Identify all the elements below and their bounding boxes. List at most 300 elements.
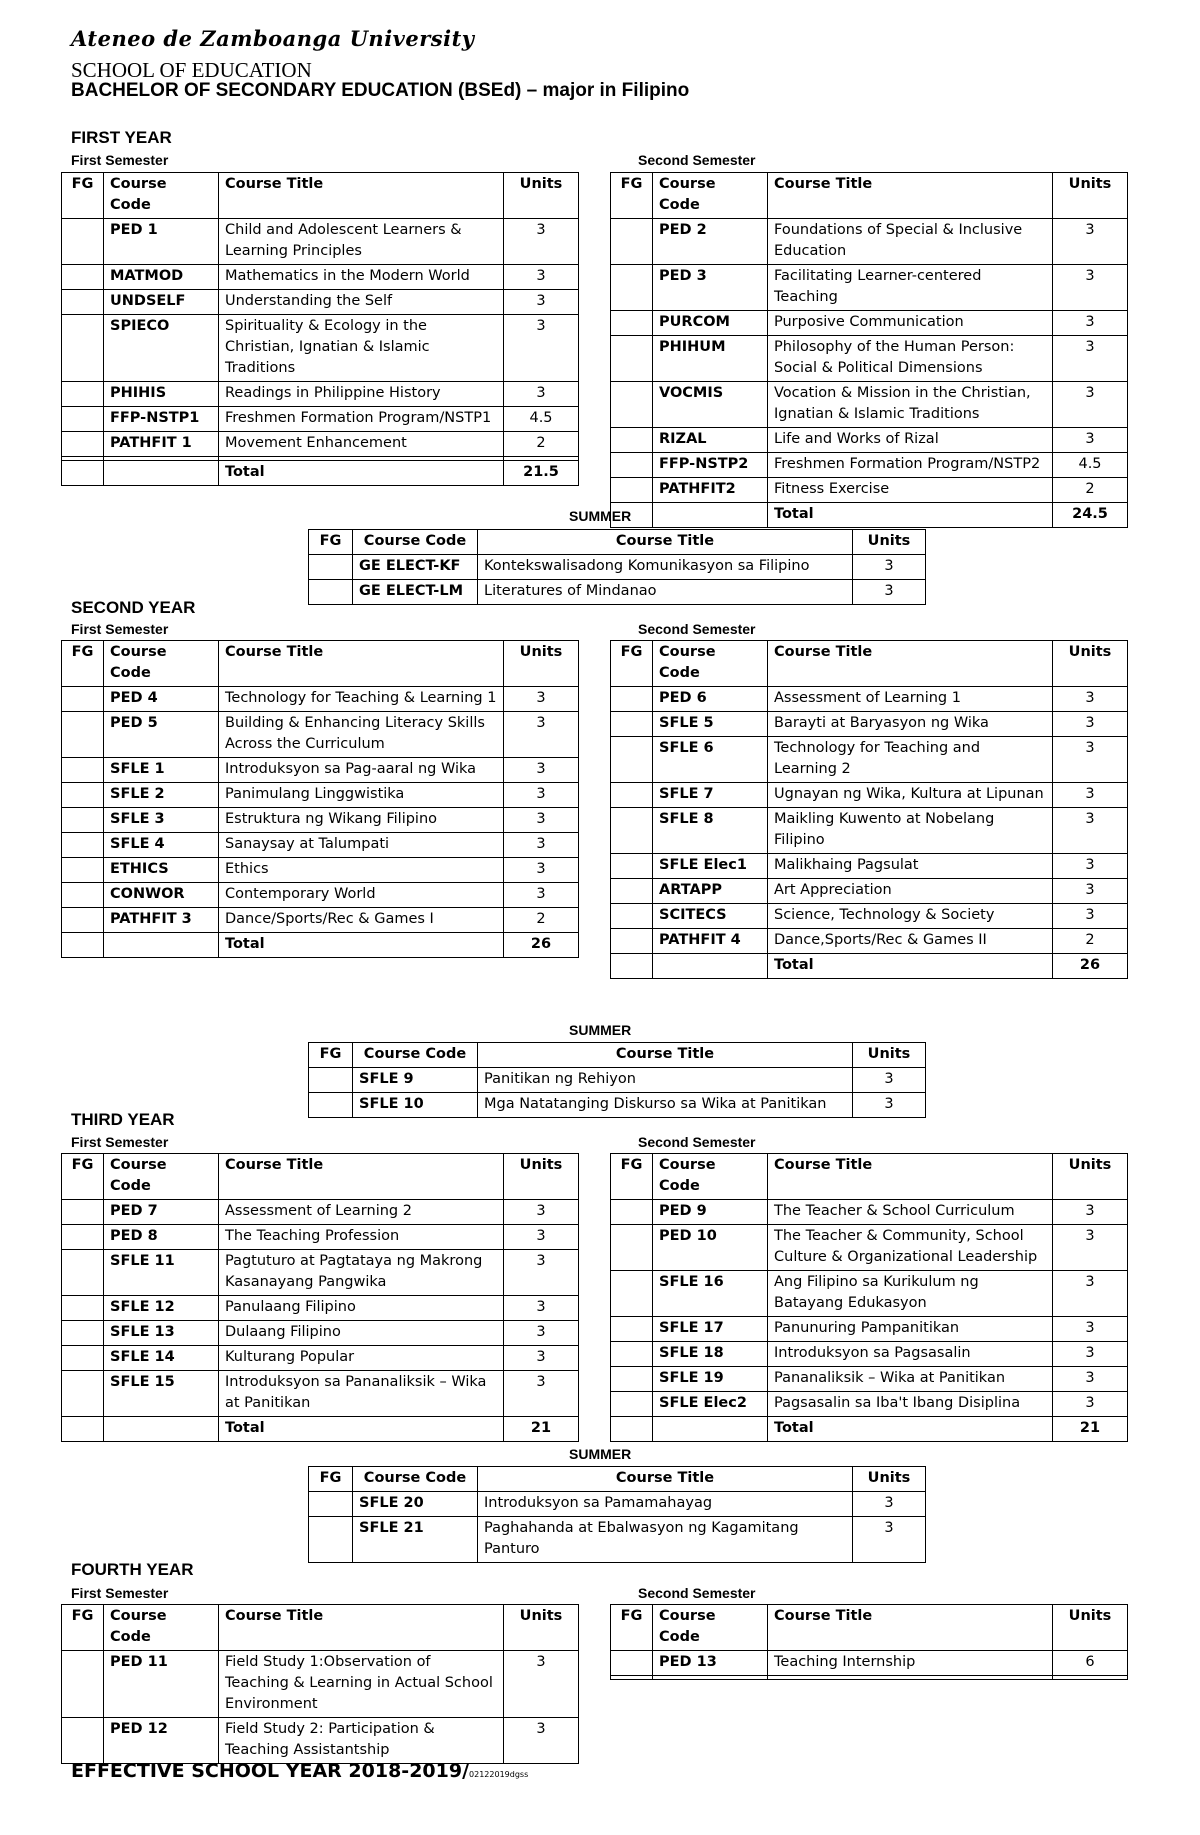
course-code: PHIHUM: [653, 336, 768, 382]
fg-cell: [62, 908, 104, 933]
fg-cell: [611, 311, 653, 336]
course-units: 3: [504, 265, 579, 290]
course-title: Dance/Sports/Rec & Games I: [219, 908, 504, 933]
course-row: [611, 382, 1128, 428]
course-row: [611, 1317, 1128, 1342]
header-row: [611, 1154, 1128, 1200]
course-title: Teaching Internship: [768, 1651, 1053, 1676]
course-title: Ethics: [219, 858, 504, 883]
course-code: PED 12: [104, 1718, 219, 1764]
fg-cell: [611, 929, 653, 954]
course-code: SFLE 21: [353, 1517, 478, 1563]
course-table: [610, 1153, 1128, 1442]
course-title: Child and Adolescent Learners & Learning Principles: [219, 219, 504, 265]
first-semester-label: First Semester: [71, 621, 169, 637]
course-row: [611, 687, 1128, 712]
empty-cell: [104, 1417, 219, 1442]
fg-cell: [62, 712, 104, 758]
course-code: SFLE Elec1: [653, 854, 768, 879]
course-row: [611, 1225, 1128, 1271]
summer-label: SUMMER: [569, 1022, 632, 1038]
course-title: Mathematics in the Modern World: [219, 265, 504, 290]
course-units: 3: [1053, 1271, 1128, 1317]
empty-cell: [104, 933, 219, 958]
course-units: 3: [853, 1093, 926, 1118]
fg-cell: [62, 1346, 104, 1371]
course-title: Purposive Communication: [768, 311, 1053, 336]
course-row: [611, 1367, 1128, 1392]
course-code: SFLE 8: [653, 808, 768, 854]
course-code: SFLE 5: [653, 712, 768, 737]
course-row: [611, 879, 1128, 904]
course-units: 3: [853, 1068, 926, 1093]
course-units: 3: [1053, 1225, 1128, 1271]
school-name: SCHOOL OF EDUCATION: [71, 58, 312, 82]
course-table: [61, 172, 579, 486]
course-code: SFLE Elec2: [653, 1392, 768, 1417]
units-header: Units: [504, 1154, 579, 1200]
course-title: Pagtuturo at Pagtataya ng Makrong Kasanayang Pangwika: [219, 1250, 504, 1296]
fg-cell: [62, 407, 104, 432]
course-table: [61, 640, 579, 958]
course-title: Ang Filipino sa Kurikulum ng Batayang Edukasyon: [768, 1271, 1053, 1317]
title-header: Course Title: [219, 1605, 504, 1651]
course-units: 3: [504, 808, 579, 833]
total-row: [62, 1417, 579, 1442]
fg-cell: [62, 1200, 104, 1225]
fg-header: FG: [309, 530, 353, 555]
course-code: SFLE 7: [653, 783, 768, 808]
course-code: PED 8: [104, 1225, 219, 1250]
degree-title: BACHELOR OF SECONDARY EDUCATION (BSEd) – major in Filipino: [71, 80, 690, 101]
course-code: CONWOR: [104, 883, 219, 908]
course-title: Ugnayan ng Wika, Kultura at Lipunan: [768, 783, 1053, 808]
empty-cell: [653, 1417, 768, 1442]
course-code: PED 6: [653, 687, 768, 712]
course-code: SFLE 9: [353, 1068, 478, 1093]
total-units: 26: [504, 933, 579, 958]
course-row: [62, 315, 579, 382]
course-table: [610, 640, 1128, 979]
course-units: 3: [1053, 1392, 1128, 1417]
course-code: PED 13: [653, 1651, 768, 1676]
fg-cell: [611, 879, 653, 904]
course-units: 3: [1053, 1342, 1128, 1367]
code-header: Course Code: [653, 1605, 768, 1651]
first-semester-label: First Semester: [71, 1134, 169, 1150]
year-label-2: SECOND YEAR: [71, 598, 196, 617]
course-units: [1053, 1676, 1128, 1680]
course-row: [611, 219, 1128, 265]
total-row: [62, 461, 579, 486]
course-row: [62, 265, 579, 290]
course-title: Art Appreciation: [768, 879, 1053, 904]
course-code: PURCOM: [653, 311, 768, 336]
course-row: [309, 580, 926, 605]
course-title: Foundations of Special & Inclusive Education: [768, 219, 1053, 265]
second-semester-label: Second Semester: [638, 621, 756, 637]
course-units: 4.5: [1053, 453, 1128, 478]
fg-cell: [62, 1417, 104, 1442]
course-units: 3: [1053, 783, 1128, 808]
course-title: Freshmen Formation Program/NSTP2: [768, 453, 1053, 478]
university-name: Ateneo de Zamboanga University: [71, 26, 475, 51]
course-row: [62, 1250, 579, 1296]
course-units: 3: [504, 1296, 579, 1321]
course-row: [62, 712, 579, 758]
course-title: Panunuring Pampanitikan: [768, 1317, 1053, 1342]
fg-cell: [611, 219, 653, 265]
first-semester-label: First Semester: [71, 152, 169, 168]
course-units: 2: [1053, 929, 1128, 954]
course-row: [611, 1271, 1128, 1317]
course-title: Fitness Exercise: [768, 478, 1053, 503]
course-units: 3: [504, 833, 579, 858]
course-units: 3: [504, 1718, 579, 1764]
header-row: [309, 530, 926, 555]
course-row: [611, 904, 1128, 929]
course-units: 3: [504, 1250, 579, 1296]
total-label: Total: [768, 503, 1053, 528]
course-code: SCITECS: [653, 904, 768, 929]
course-units: 3: [504, 883, 579, 908]
course-code: PED 5: [104, 712, 219, 758]
units-header: Units: [1053, 641, 1128, 687]
course-code: PED 1: [104, 219, 219, 265]
title-header: Course Title: [478, 1467, 853, 1492]
course-title: Barayti at Baryasyon ng Wika: [768, 712, 1053, 737]
course-title: Philosophy of the Human Person: Social & Political Dimensions: [768, 336, 1053, 382]
fg-cell: [611, 1651, 653, 1676]
course-title: Panimulang Linggwistika: [219, 783, 504, 808]
fg-cell: [611, 1392, 653, 1417]
fg-cell: [611, 712, 653, 737]
course-row: [611, 712, 1128, 737]
fg-cell: [62, 382, 104, 407]
course-row: [62, 432, 579, 457]
course-units: 2: [504, 908, 579, 933]
course-units: 3: [504, 315, 579, 382]
fg-cell: [611, 453, 653, 478]
course-units: 2: [504, 432, 579, 457]
total-row: [62, 933, 579, 958]
total-label: Total: [219, 933, 504, 958]
course-code: SFLE 13: [104, 1321, 219, 1346]
summer-table: [308, 1042, 926, 1118]
fg-cell: [611, 1367, 653, 1392]
fg-cell: [62, 219, 104, 265]
course-row: [309, 555, 926, 580]
course-units: 3: [504, 783, 579, 808]
fg-cell: [611, 783, 653, 808]
course-row: [62, 219, 579, 265]
header-row: [611, 173, 1128, 219]
course-row: [62, 407, 579, 432]
fg-cell: [62, 883, 104, 908]
course-code: PED 9: [653, 1200, 768, 1225]
fg-cell: [62, 1250, 104, 1296]
fg-cell: [62, 687, 104, 712]
course-row: [611, 1200, 1128, 1225]
course-title: Life and Works of Rizal: [768, 428, 1053, 453]
fg-cell: [611, 265, 653, 311]
course-row: [62, 1718, 579, 1764]
course-code: SFLE 17: [653, 1317, 768, 1342]
title-header: Course Title: [768, 1154, 1053, 1200]
units-header: Units: [853, 1467, 926, 1492]
course-table: [61, 1153, 579, 1442]
title-header: Course Title: [768, 1605, 1053, 1651]
course-title: The Teacher & Community, School Culture & Organizational Leadership: [768, 1225, 1053, 1271]
fg-cell: [611, 1417, 653, 1442]
course-title: The Teaching Profession: [219, 1225, 504, 1250]
title-header: Course Title: [768, 641, 1053, 687]
units-header: Units: [1053, 173, 1128, 219]
total-label: Total: [768, 954, 1053, 979]
course-units: 3: [1053, 904, 1128, 929]
course-units: 3: [1053, 1317, 1128, 1342]
course-units: 3: [504, 1651, 579, 1718]
fg-cell: [309, 555, 353, 580]
course-title: Panulaang Filipino: [219, 1296, 504, 1321]
course-code: PED 7: [104, 1200, 219, 1225]
course-row: [62, 290, 579, 315]
course-units: 3: [1053, 808, 1128, 854]
course-row: [309, 1068, 926, 1093]
fg-cell: [62, 1718, 104, 1764]
course-units: 3: [504, 1321, 579, 1346]
summer-label: SUMMER: [569, 508, 632, 524]
course-code: SPIECO: [104, 315, 219, 382]
course-code: SFLE 6: [653, 737, 768, 783]
course-title: Assessment of Learning 2: [219, 1200, 504, 1225]
course-title: Movement Enhancement: [219, 432, 504, 457]
course-row: [611, 1392, 1128, 1417]
course-code: SFLE 16: [653, 1271, 768, 1317]
course-units: 3: [1053, 265, 1128, 311]
course-code: GE ELECT-LM: [353, 580, 478, 605]
course-title: Sanaysay at Talumpati: [219, 833, 504, 858]
fg-cell: [611, 1342, 653, 1367]
course-code: FFP-NSTP1: [104, 407, 219, 432]
fg-cell: [611, 808, 653, 854]
fg-cell: [62, 1321, 104, 1346]
code-header: Course Code: [104, 1154, 219, 1200]
effective-year-footer: [71, 1760, 528, 1782]
footer-text: EFFECTIVE SCHOOL YEAR 2018-2019/: [71, 1760, 470, 1782]
course-row: [62, 687, 579, 712]
course-title: The Teacher & School Curriculum: [768, 1200, 1053, 1225]
course-row: [611, 929, 1128, 954]
course-row: [309, 1093, 926, 1118]
code-header: Course Code: [104, 173, 219, 219]
header-row: [611, 1605, 1128, 1651]
course-units: 3: [1053, 1367, 1128, 1392]
course-title: [768, 1676, 1053, 1680]
fg-cell: [62, 758, 104, 783]
fg-cell: [62, 315, 104, 382]
fg-header: FG: [309, 1043, 353, 1068]
course-title: Assessment of Learning 1: [768, 687, 1053, 712]
code-header: Course Code: [104, 641, 219, 687]
course-row: [611, 336, 1128, 382]
total-label: Total: [219, 1417, 504, 1442]
course-code: FFP-NSTP2: [653, 453, 768, 478]
fg-cell: [611, 737, 653, 783]
course-code: PED 11: [104, 1651, 219, 1718]
header-row: [309, 1043, 926, 1068]
course-row: [62, 883, 579, 908]
course-row: [309, 1517, 926, 1563]
course-units: 4.5: [504, 407, 579, 432]
header-row: [309, 1467, 926, 1492]
course-title: Understanding the Self: [219, 290, 504, 315]
fg-cell: [62, 783, 104, 808]
footer-code: 02122019dgss: [469, 1770, 529, 1779]
header-row: [611, 641, 1128, 687]
fg-cell: [611, 336, 653, 382]
course-code: SFLE 10: [353, 1093, 478, 1118]
course-title: Technology for Teaching and Learning 2: [768, 737, 1053, 783]
code-header: Course Code: [653, 173, 768, 219]
course-units: 3: [504, 219, 579, 265]
code-header: Course Code: [353, 1043, 478, 1068]
course-row: [611, 453, 1128, 478]
second-semester-label: Second Semester: [638, 1585, 756, 1601]
fg-cell: [611, 1317, 653, 1342]
course-title: Contemporary World: [219, 883, 504, 908]
course-code: PATHFIT 1: [104, 432, 219, 457]
course-units: 3: [1053, 737, 1128, 783]
course-units: 3: [1053, 1200, 1128, 1225]
fg-cell: [62, 933, 104, 958]
course-row: [611, 808, 1128, 854]
course-code: ARTAPP: [653, 879, 768, 904]
course-table: [61, 1604, 579, 1764]
header-row: [62, 1154, 579, 1200]
course-table: [610, 172, 1128, 528]
fg-header: FG: [611, 1605, 653, 1651]
course-row: [62, 1200, 579, 1225]
course-title: Dance,Sports/Rec & Games II: [768, 929, 1053, 954]
course-row: [62, 858, 579, 883]
title-header: Course Title: [219, 641, 504, 687]
fg-cell: [62, 1371, 104, 1417]
course-row: [62, 1651, 579, 1718]
course-units: 3: [1053, 712, 1128, 737]
course-code: SFLE 3: [104, 808, 219, 833]
first-semester-label: First Semester: [71, 1585, 169, 1601]
course-code: PED 10: [653, 1225, 768, 1271]
summer-label: SUMMER: [569, 1446, 632, 1462]
course-title: Maikling Kuwento at Nobelang Filipino: [768, 808, 1053, 854]
year-label-1: FIRST YEAR: [71, 128, 172, 147]
empty-cell: [104, 461, 219, 486]
total-units: 21: [504, 1417, 579, 1442]
course-units: 3: [1053, 382, 1128, 428]
course-row: [62, 783, 579, 808]
course-title: Vocation & Mission in the Christian, Ignatian & Islamic Traditions: [768, 382, 1053, 428]
course-row: [62, 382, 579, 407]
course-row: [62, 758, 579, 783]
course-units: 3: [504, 758, 579, 783]
fg-cell: [62, 858, 104, 883]
fg-header: FG: [62, 1605, 104, 1651]
course-row: [611, 737, 1128, 783]
course-title: Malikhaing Pagsulat: [768, 854, 1053, 879]
course-code: PED 3: [653, 265, 768, 311]
course-code: VOCMIS: [653, 382, 768, 428]
fg-header: FG: [611, 1154, 653, 1200]
course-row: [611, 428, 1128, 453]
course-units: 3: [1053, 428, 1128, 453]
total-label: Total: [219, 461, 504, 486]
total-units: 24.5: [1053, 503, 1128, 528]
course-title: Introduksyon sa Pananaliksik – Wika at Panitikan: [219, 1371, 504, 1417]
course-title: Building & Enhancing Literacy Skills Across the Curriculum: [219, 712, 504, 758]
course-code: SFLE 14: [104, 1346, 219, 1371]
units-header: Units: [1053, 1605, 1128, 1651]
course-units: 3: [853, 555, 926, 580]
units-header: Units: [504, 1605, 579, 1651]
fg-cell: [611, 1200, 653, 1225]
course-title: Field Study 1:Observation of Teaching & Learning in Actual School Environment: [219, 1651, 504, 1718]
course-units: 3: [504, 712, 579, 758]
course-code: SFLE 11: [104, 1250, 219, 1296]
total-units: 26: [1053, 954, 1128, 979]
second-semester-label: Second Semester: [638, 152, 756, 168]
course-row: [62, 1371, 579, 1417]
fg-cell: [309, 1492, 353, 1517]
total-label: Total: [768, 1417, 1053, 1442]
fg-cell: [62, 833, 104, 858]
course-title: Field Study 2: Participation & Teaching Assistantship: [219, 1718, 504, 1764]
course-units: 3: [504, 382, 579, 407]
course-code: [653, 1676, 768, 1680]
total-units: 21: [1053, 1417, 1128, 1442]
title-header: Course Title: [478, 1043, 853, 1068]
fg-cell: [309, 1517, 353, 1563]
course-title: Kulturang Popular: [219, 1346, 504, 1371]
course-row: [611, 1651, 1128, 1676]
fg-cell: [611, 382, 653, 428]
course-units: 3: [1053, 311, 1128, 336]
fg-cell: [309, 580, 353, 605]
title-header: Course Title: [219, 1154, 504, 1200]
course-code: SFLE 15: [104, 1371, 219, 1417]
course-code: PATHFIT 3: [104, 908, 219, 933]
total-units: 21.5: [504, 461, 579, 486]
course-units: 3: [1053, 854, 1128, 879]
code-header: Course Code: [104, 1605, 219, 1651]
course-units: 3: [504, 1225, 579, 1250]
fg-cell: [611, 428, 653, 453]
course-units: 3: [1053, 219, 1128, 265]
course-units: 3: [504, 1346, 579, 1371]
course-row: [62, 808, 579, 833]
fg-cell: [62, 808, 104, 833]
course-units: 3: [504, 858, 579, 883]
header-row: [62, 173, 579, 219]
course-title: Estruktura ng Wikang Filipino: [219, 808, 504, 833]
code-header: Course Code: [653, 641, 768, 687]
course-units: 3: [853, 1492, 926, 1517]
course-code: RIZAL: [653, 428, 768, 453]
course-units: 3: [504, 687, 579, 712]
course-title: Dulaang Filipino: [219, 1321, 504, 1346]
course-code: GE ELECT-KF: [353, 555, 478, 580]
fg-cell: [62, 1296, 104, 1321]
